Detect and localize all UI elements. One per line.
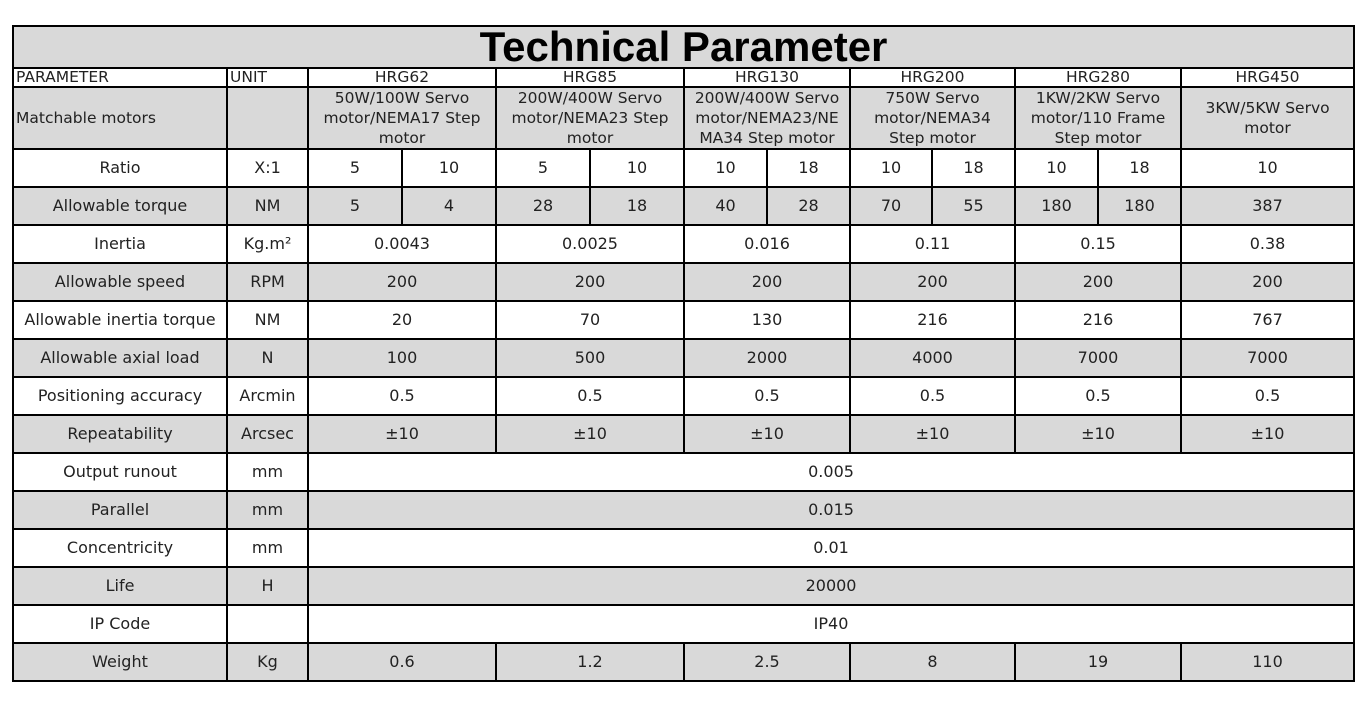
technical-parameter-table	[12, 25, 1355, 682]
header-model: HRG200	[850, 68, 1015, 87]
cell-value: ±10	[684, 415, 850, 453]
cell-value: ±10	[850, 415, 1015, 453]
header-model: HRG450	[1181, 68, 1354, 87]
cell-value: 0.016	[684, 225, 850, 263]
row-label: Life	[13, 567, 227, 605]
spec-sheet	[12, 25, 1355, 682]
cell-value: 0.6	[308, 643, 496, 681]
cell-value: 200W/400W Servo motor/NEMA23/NEMA34 Step motor	[684, 87, 850, 149]
row-label: Inertia	[13, 225, 227, 263]
cell-value: 10	[684, 149, 767, 187]
cell-value: 10	[1015, 149, 1098, 187]
row-label: Positioning accuracy	[13, 377, 227, 415]
cell-value: 20	[308, 301, 496, 339]
cell-value: 5	[496, 149, 590, 187]
cell-value: 50W/100W Servo motor/NEMA17 Step motor	[308, 87, 496, 149]
cell-value: 0.5	[1181, 377, 1354, 415]
cell-value: 0.11	[850, 225, 1015, 263]
cell-value: 200	[308, 263, 496, 301]
row-label: Allowable torque	[13, 187, 227, 225]
cell-value: 200	[496, 263, 684, 301]
cell-value: 4000	[850, 339, 1015, 377]
cell-value: 387	[1181, 187, 1354, 225]
row-unit: mm	[227, 529, 308, 567]
cell-value: 216	[1015, 301, 1181, 339]
cell-value: 0.0043	[308, 225, 496, 263]
cell-value: 8	[850, 643, 1015, 681]
row-unit: mm	[227, 491, 308, 529]
cell-value: 10	[590, 149, 684, 187]
cell-value: 1KW/2KW Servo motor/110 Frame Step motor	[1015, 87, 1181, 149]
cell-value: 18	[932, 149, 1015, 187]
title-row	[13, 26, 1354, 68]
cell-value: 19	[1015, 643, 1181, 681]
cell-value: 0.5	[1015, 377, 1181, 415]
cell-value: 20000	[308, 567, 1354, 605]
row-matchable-motors	[13, 87, 1354, 149]
row-unit: Kg	[227, 643, 308, 681]
row-unit	[227, 605, 308, 643]
row-allowable-speed	[13, 263, 1354, 301]
row-unit: RPM	[227, 263, 308, 301]
cell-value: 130	[684, 301, 850, 339]
cell-value: 55	[932, 187, 1015, 225]
row-allowable-axial-load	[13, 339, 1354, 377]
row-label: Allowable inertia torque	[13, 301, 227, 339]
row-repeatability	[13, 415, 1354, 453]
cell-value: 180	[1098, 187, 1181, 225]
row-label: Output runout	[13, 453, 227, 491]
row-unit: NM	[227, 301, 308, 339]
cell-value: 18	[1098, 149, 1181, 187]
row-unit: NM	[227, 187, 308, 225]
cell-value: 200W/400W Servo motor/NEMA23 Step motor	[496, 87, 684, 149]
row-ratio	[13, 149, 1354, 187]
row-label: Parallel	[13, 491, 227, 529]
cell-value: 10	[402, 149, 496, 187]
cell-value: 200	[684, 263, 850, 301]
row-life	[13, 567, 1354, 605]
row-positioning-accuracy	[13, 377, 1354, 415]
row-unit: Arcsec	[227, 415, 308, 453]
cell-value: 7000	[1181, 339, 1354, 377]
row-unit: N	[227, 339, 308, 377]
header-parameter: PARAMETER	[13, 68, 227, 87]
cell-value: ±10	[496, 415, 684, 453]
cell-value: 0.005	[308, 453, 1354, 491]
row-label: Ratio	[13, 149, 227, 187]
cell-value: 5	[308, 187, 402, 225]
row-label: Allowable axial load	[13, 339, 227, 377]
cell-value: 0.5	[308, 377, 496, 415]
cell-value: 4	[402, 187, 496, 225]
cell-value: IP40	[308, 605, 1354, 643]
row-allowable-torque	[13, 187, 1354, 225]
row-allowable-inertia-torque	[13, 301, 1354, 339]
row-unit: X:1	[227, 149, 308, 187]
cell-value: 5	[308, 149, 402, 187]
row-inertia	[13, 225, 1354, 263]
cell-value: 70	[850, 187, 932, 225]
table-title: Technical Parameter	[13, 26, 1354, 68]
row-weight	[13, 643, 1354, 681]
cell-value: 0.0025	[496, 225, 684, 263]
cell-value: ±10	[308, 415, 496, 453]
row-unit: H	[227, 567, 308, 605]
row-label: Allowable speed	[13, 263, 227, 301]
cell-value: 3KW/5KW Servo motor	[1181, 87, 1354, 149]
row-unit: Kg.m²	[227, 225, 308, 263]
row-ip-code	[13, 605, 1354, 643]
cell-value: 0.01	[308, 529, 1354, 567]
cell-value: 500	[496, 339, 684, 377]
cell-value: 40	[684, 187, 767, 225]
cell-value: 28	[767, 187, 850, 225]
header-model: HRG62	[308, 68, 496, 87]
cell-value: 0.38	[1181, 225, 1354, 263]
header-model: HRG130	[684, 68, 850, 87]
cell-value: 110	[1181, 643, 1354, 681]
cell-value: 18	[767, 149, 850, 187]
row-unit: mm	[227, 453, 308, 491]
row-concentricity	[13, 529, 1354, 567]
cell-value: ±10	[1181, 415, 1354, 453]
cell-value: 2.5	[684, 643, 850, 681]
row-unit: Arcmin	[227, 377, 308, 415]
cell-value: 28	[496, 187, 590, 225]
cell-value: 180	[1015, 187, 1098, 225]
cell-value: 0.5	[684, 377, 850, 415]
row-label: Repeatability	[13, 415, 227, 453]
header-row	[13, 68, 1354, 87]
cell-value: 750W Servo motor/NEMA34 Step motor	[850, 87, 1015, 149]
cell-value: 200	[1015, 263, 1181, 301]
header-model: HRG85	[496, 68, 684, 87]
row-unit	[227, 87, 308, 149]
cell-value: 18	[590, 187, 684, 225]
row-output-runout	[13, 453, 1354, 491]
header-model: HRG280	[1015, 68, 1181, 87]
cell-value: 200	[1181, 263, 1354, 301]
header-unit: UNIT	[227, 68, 308, 87]
cell-value: 7000	[1015, 339, 1181, 377]
row-label: Concentricity	[13, 529, 227, 567]
row-label: Matchable motors	[13, 87, 227, 149]
cell-value: 200	[850, 263, 1015, 301]
cell-value: 767	[1181, 301, 1354, 339]
cell-value: ±10	[1015, 415, 1181, 453]
cell-value: 0.5	[850, 377, 1015, 415]
row-parallel	[13, 491, 1354, 529]
cell-value: 10	[1181, 149, 1354, 187]
row-label: IP Code	[13, 605, 227, 643]
cell-value: 2000	[684, 339, 850, 377]
cell-value: 0.5	[496, 377, 684, 415]
cell-value: 100	[308, 339, 496, 377]
cell-value: 0.15	[1015, 225, 1181, 263]
cell-value: 70	[496, 301, 684, 339]
cell-value: 216	[850, 301, 1015, 339]
cell-value: 10	[850, 149, 932, 187]
row-label: Weight	[13, 643, 227, 681]
cell-value: 1.2	[496, 643, 684, 681]
cell-value: 0.015	[308, 491, 1354, 529]
